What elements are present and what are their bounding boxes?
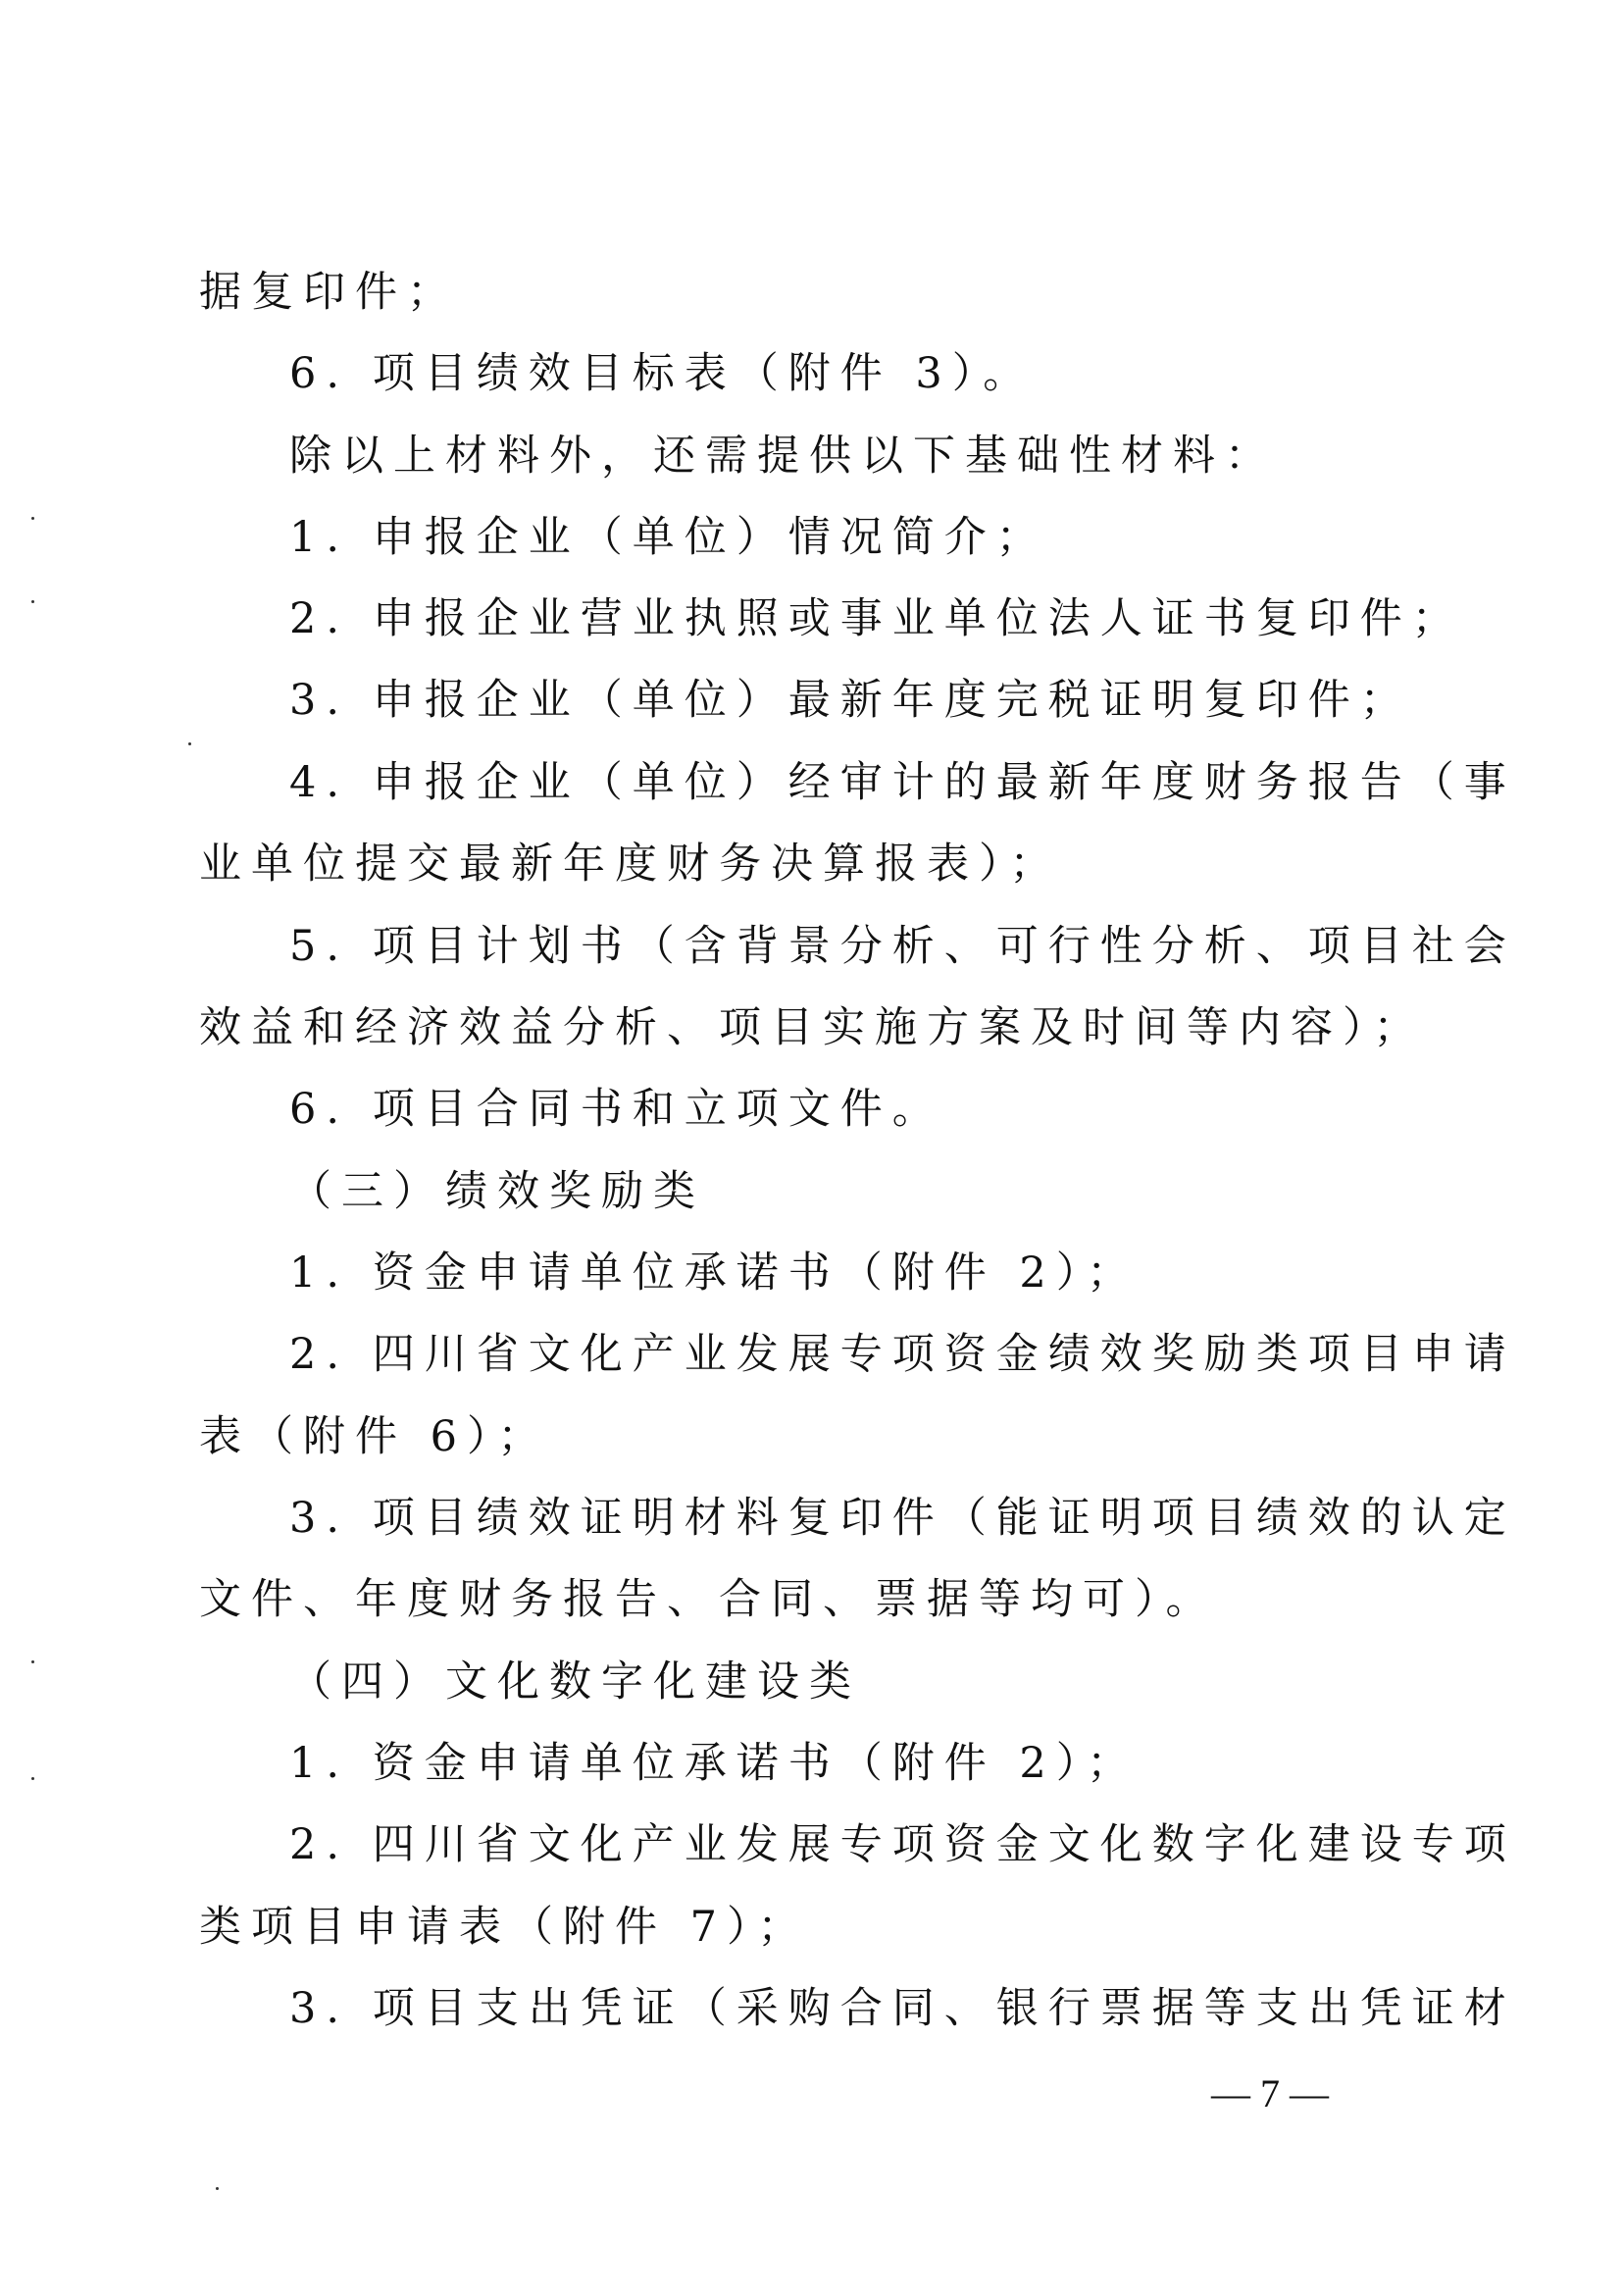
text-line-base-3: 3. 申报企业（单位）最新年度完税证明复印件； xyxy=(289,676,1412,725)
text-line-base-5: 5. 项目计划书（含背景分析、可行性分析、项目社会 xyxy=(289,922,1516,971)
text-line-s4-3: 3. 项目支出凭证（采购合同、银行票据等支出凭证材 xyxy=(289,1984,1516,2033)
text-line-s3-1: 1. 资金申请单位承诺书（附件 2）； xyxy=(289,1248,1140,1298)
page-number: — 7 — xyxy=(1211,2071,1329,2115)
text-line-s3-3: 3. 项目绩效证明材料复印件（能证明项目绩效的认定 xyxy=(289,1494,1516,1543)
text-line-s4-1: 1. 资金申请单位承诺书（附件 2）； xyxy=(289,1739,1140,1788)
text-line-base-4: 4. 申报企业（单位）经审计的最新年度财务报告（事 xyxy=(289,758,1516,807)
scan-speck xyxy=(31,1660,34,1663)
text-line-s3-3-cont: 文件、年度财务报告、合同、票据等均可）。 xyxy=(199,1575,1218,1624)
text-line-s4-2: 2. 四川省文化产业发展专项资金文化数字化建设专项 xyxy=(289,1820,1516,1869)
text-line-s4-2-cont: 类项目申请表（附件 7）； xyxy=(199,1903,810,1952)
text-line-base-6: 6. 项目合同书和立项文件。 xyxy=(289,1085,944,1134)
text-line-base-2: 2. 申报企业营业执照或事业单位法人证书复印件； xyxy=(289,594,1464,643)
text-line-base-4-cont: 业单位提交最新年度财务决算报表）； xyxy=(199,840,1062,889)
scan-speck xyxy=(31,600,34,603)
section-heading-3: （三）绩效奖励类 xyxy=(289,1167,705,1216)
scan-speck xyxy=(31,1777,34,1780)
text-line-base-1: 1. 申报企业（单位）情况简介； xyxy=(289,513,1048,562)
text-line-base-5-cont: 效益和经济效益分析、项目实施方案及时间等内容）； xyxy=(199,1003,1426,1052)
scan-speck xyxy=(188,742,191,745)
text-line-s3-2: 2. 四川省文化产业发展专项资金绩效奖励类项目申请 xyxy=(289,1330,1516,1379)
text-line-intro: 除以上材料外，还需提供以下基础性材料： xyxy=(289,432,1277,481)
scan-speck xyxy=(216,2187,219,2190)
section-heading-4: （四）文化数字化建设类 xyxy=(289,1657,861,1707)
scan-speck xyxy=(31,517,34,520)
text-line-item-6: 6. 项目绩效目标表（附件 3）。 xyxy=(289,349,1036,398)
text-line-s3-2-cont: 表（附件 6）； xyxy=(199,1412,550,1461)
text-line-continuation: 据复印件； xyxy=(199,268,459,317)
